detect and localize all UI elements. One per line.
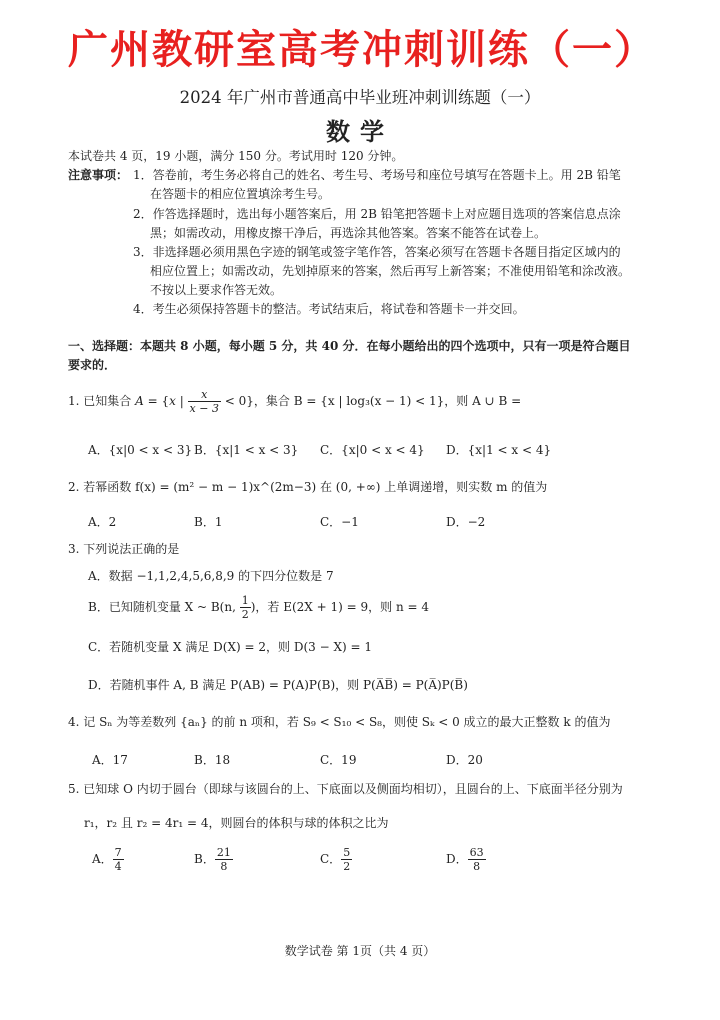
q5-c-fraction	[341, 846, 352, 873]
q3-b-prefix: B．已知随机变量 X ~ B(n,	[88, 600, 240, 614]
section-heading-cont: 要求的．	[68, 358, 117, 372]
q2-option-b: B．1	[194, 515, 223, 529]
q5-b-den: 8	[220, 860, 228, 873]
q3-b-suffix: )，若 E(2X + 1) = 9，则 n = 4	[250, 600, 430, 614]
q5-b-num: 21	[216, 846, 231, 859]
q5-b-fraction	[215, 846, 233, 873]
note-2-cont: 黑；如需改动，用橡皮擦干净后，再选涂其他答案。答案不能答在试卷上。	[150, 226, 547, 240]
note-3: 3．非选择题必须用黑色字迹的钢笔或签字笔作答，答案必须写在答题卡各题目指定区域内的	[133, 245, 621, 259]
q4-option-d: D．20	[446, 753, 483, 767]
q5-c-label: C．	[320, 852, 342, 866]
q3-b-frac-den: 2	[241, 608, 249, 621]
q1-frac-num: x	[188, 388, 221, 402]
notes-label: 注意事项：	[68, 168, 129, 182]
question-5: 5. 已知球 O 内切于圆台（即球与该圆台的上、下底面以及侧面均相切），且圆台的上、下底面半径分别为	[68, 782, 623, 796]
page-footer: 数学试卷 第 1页（共 4 页）	[284, 944, 436, 958]
section-heading: 一、选择题：本题共 8 小题，每小题 5 分，共 40 分．在每小题给出的四个选项中，只有一项是符合题目	[68, 339, 631, 353]
q1-post: ，则 A ∪ B =	[444, 394, 522, 408]
q1-fraction	[188, 388, 221, 415]
q5-d-den: 8	[473, 860, 481, 873]
question-2: 2. 若幂函数 f(x) = (m² − m − 1)x^(2m−3) 在 (0, +∞) 上单调递增，则实数 m 的值为	[68, 480, 548, 494]
q3-option-a: A．数据 −1,1,2,4,5,6,8,9 的下四分位数是 7	[88, 569, 334, 583]
q3-option-d: D．若随机事件 A, B 满足 P(AB) = P(A)P(B)，则 P(A̅B̅) = P(A̅)P(B̅)	[88, 678, 468, 692]
q5-option-a	[92, 846, 124, 873]
q5-option-d	[446, 846, 486, 873]
note-4: 4．考生必须保持答题卡的整洁。考试结束后，将试卷和答题卡一并交回。	[133, 302, 525, 316]
q5-d-label: D．	[446, 852, 468, 866]
question-5-cont: r₁，r₂ 且 r₂ = 4r₁ = 4，则圆台的体积与球的体积之比为	[84, 816, 389, 830]
question-4: 4. 记 Sₙ 为等差数列 {aₙ} 的前 n 项和，若 S₉ < S₁₀ < S₈，则使 Sₖ < 0 成立的最大正整数 k 的值为	[68, 715, 611, 729]
note-3-cont2: 不按以上要求作答无效。	[150, 283, 283, 297]
q3-option-c: C．若随机变量 X 满足 D(X) = 2，则 D(3 − X) = 1	[88, 640, 372, 654]
intro-text: 本试卷共 4 页，19 小题，满分 150 分。考试用时 120 分钟。	[68, 149, 404, 163]
note-1-cont: 在答题卡的相应位置填涂考生号。	[150, 187, 331, 201]
q2-option-a: A．2	[88, 515, 117, 529]
q5-b-label: B．	[194, 852, 215, 866]
q2-option-d: D．−2	[446, 515, 486, 529]
subject-title: 数学	[326, 117, 394, 146]
q1-option-b: B．{x|1 < x < 3}	[194, 443, 299, 457]
banner-title: 广州教研室高考冲刺训练（一）	[68, 27, 656, 73]
q3-b-fraction	[240, 594, 251, 621]
q1-prefix: 1. 已知集合	[68, 394, 136, 408]
exam-subtitle: 2024 年广州市普通高中毕业班冲刺训练题（一）	[179, 88, 541, 107]
q3-option-b	[88, 593, 429, 621]
q5-d-fraction	[468, 846, 486, 873]
q5-option-b	[194, 846, 233, 873]
q5-c-num: 5	[343, 846, 351, 859]
q1-option-a: A．{x|0 < x < 3}	[88, 443, 193, 457]
q1-set-b: B = {x | log₃(x − 1) < 1}	[293, 394, 445, 408]
note-1: 1．答卷前，考生务必将自己的姓名、考生号、考场号和座位号填写在答题卡上。用 2B 铅笔	[133, 168, 621, 182]
q4-option-a: A．17	[92, 753, 128, 767]
note-3-cont: 相应位置上；如需改动，先划掉原来的答案，然后再写上新答案；不准使用铅笔和涂改液。	[150, 264, 631, 278]
q5-a-den: 4	[114, 860, 122, 873]
q5-a-num: 7	[114, 846, 122, 859]
q5-a-fraction	[113, 846, 124, 873]
q5-c-den: 2	[343, 860, 351, 873]
q3-b-frac-num: 1	[241, 594, 249, 607]
question-1: 1. 已知集合 A = {x | $\frac{x}{x - 3}$ < 0}，集合 B = {x | log₃(x − 1) < 1}，则 A ∪ B =	[68, 388, 522, 415]
question-3: 3. 下列说法正确的是	[68, 542, 180, 556]
q4-option-c: C．19	[320, 753, 357, 767]
q1-frac-den: x − 3	[189, 402, 219, 415]
q5-d-num: 63	[469, 846, 484, 859]
q1-option-c: C．{x|0 < x < 4}	[320, 443, 425, 457]
q5-a-label: A．	[92, 852, 113, 866]
note-2: 2．作答选择题时，选出每小题答案后，用 2B 铅笔把答题卡上对应题目选项的答案信息点涂	[133, 207, 621, 221]
q2-option-c: C．−1	[320, 515, 359, 529]
q1-mid: ，集合	[253, 394, 294, 408]
q4-option-b: B．18	[194, 753, 231, 767]
q1-option-d: D．{x|1 < x < 4}	[446, 443, 552, 457]
q5-option-c	[320, 846, 352, 873]
